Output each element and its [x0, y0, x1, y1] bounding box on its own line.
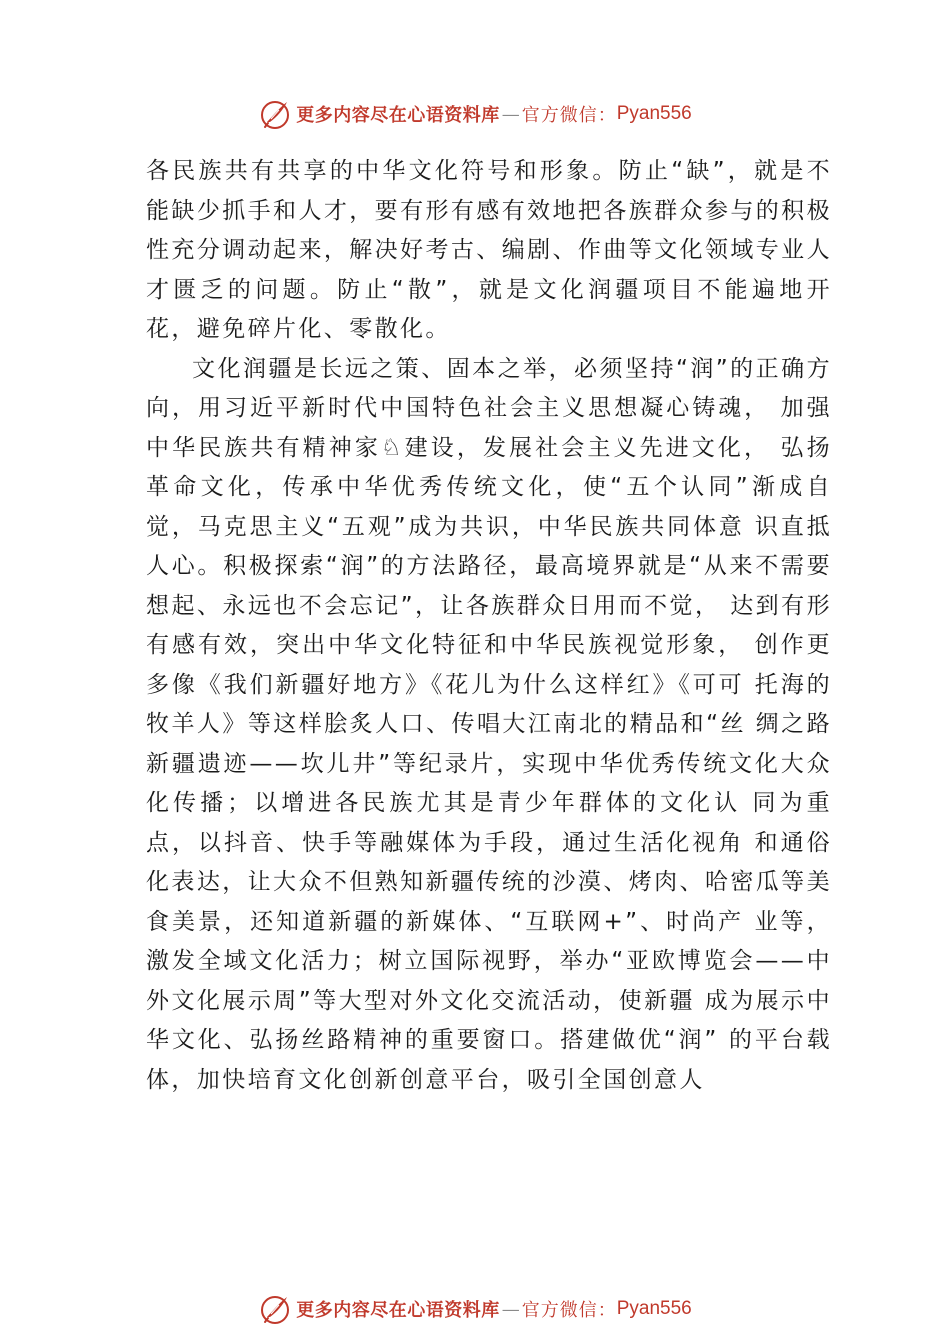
- banner-wechat-id: Pyan556: [616, 103, 692, 124]
- quill-pen-icon: [258, 97, 292, 131]
- paragraph-1: 各民族共有共享的中华文化符号和形象。防止“缺”，就是不能缺少抓手和人才，要有形有感有效地把各族群众参与的积极性充分调动起来，解决好考古、编剧、作曲等文化领域专业人才匮乏的问题。防止“散”，就是文化润疆项目不能遍地开花，避免碎片化、零散化。: [146, 158, 832, 342]
- footer-banner: [0, 1289, 950, 1329]
- banner-wechat-label: 官方微信：: [521, 1300, 617, 1321]
- banner-wechat-id: Pyan556: [616, 1298, 692, 1319]
- banner-wechat-label: 官方微信：: [521, 105, 617, 126]
- quill-pen-icon: [258, 1292, 292, 1326]
- banner-separator: —: [501, 103, 520, 125]
- document-body: [146, 152, 832, 1100]
- header-banner: [0, 94, 950, 134]
- banner-brand: 更多内容尽在心语资料库: [296, 1300, 500, 1321]
- banner-separator: —: [501, 1298, 520, 1320]
- paragraph-2: 文化润疆是长远之策、固本之举，必须坚持“润”的正确方向，用习近平新时代中国特色社会主义思想凝心铸魂， 加强中华民族共有精神家♘建设，发展社会主义先进文化， 弘扬革命文化，传承中华优秀传统文化，使“五个认同”渐成自觉，马克思主义“五观”成为共识，中华民族共同体意 识直抵人心。积极探索“润”的方法路径，最高境界就是“从来不需要想起、永远也不会忘记”，让各族群众日用而不觉， 达到有形有感有效，突出中华文化特征和中华民族视觉形象， 创作更多像《我们新疆好地方》《花儿为什么这样红》《可可 托海的牧羊人》等这样脍炙人口、传唱大江南北的精品和“丝 绸之路新疆遗迹——坎儿井”等纪录片，实现中华优秀传统文化大众化传播；以增进各民族尤其是青少年群体的文化认 同为重点，以抖音、快手等融媒体为手段，通过生活化视角 和通俗化表达，让大众不但熟知新疆传统的沙漠、烤肉、哈密瓜等美食美景，还知道新疆的新媒体、“互联网+”、时尚产 业等，激发全域文化活力；树立国际视野，举办“亚欧博览会——中外文化展示周”等大型对外文化交流活动，使新疆 成为展示中华文化、弘扬丝路精神的重要窗口。搭建做优“润” 的平台载体，加快培育文化创新创意平台，吸引全国创意人: [146, 355, 832, 1093]
- banner-brand: 更多内容尽在心语资料库: [296, 105, 500, 126]
